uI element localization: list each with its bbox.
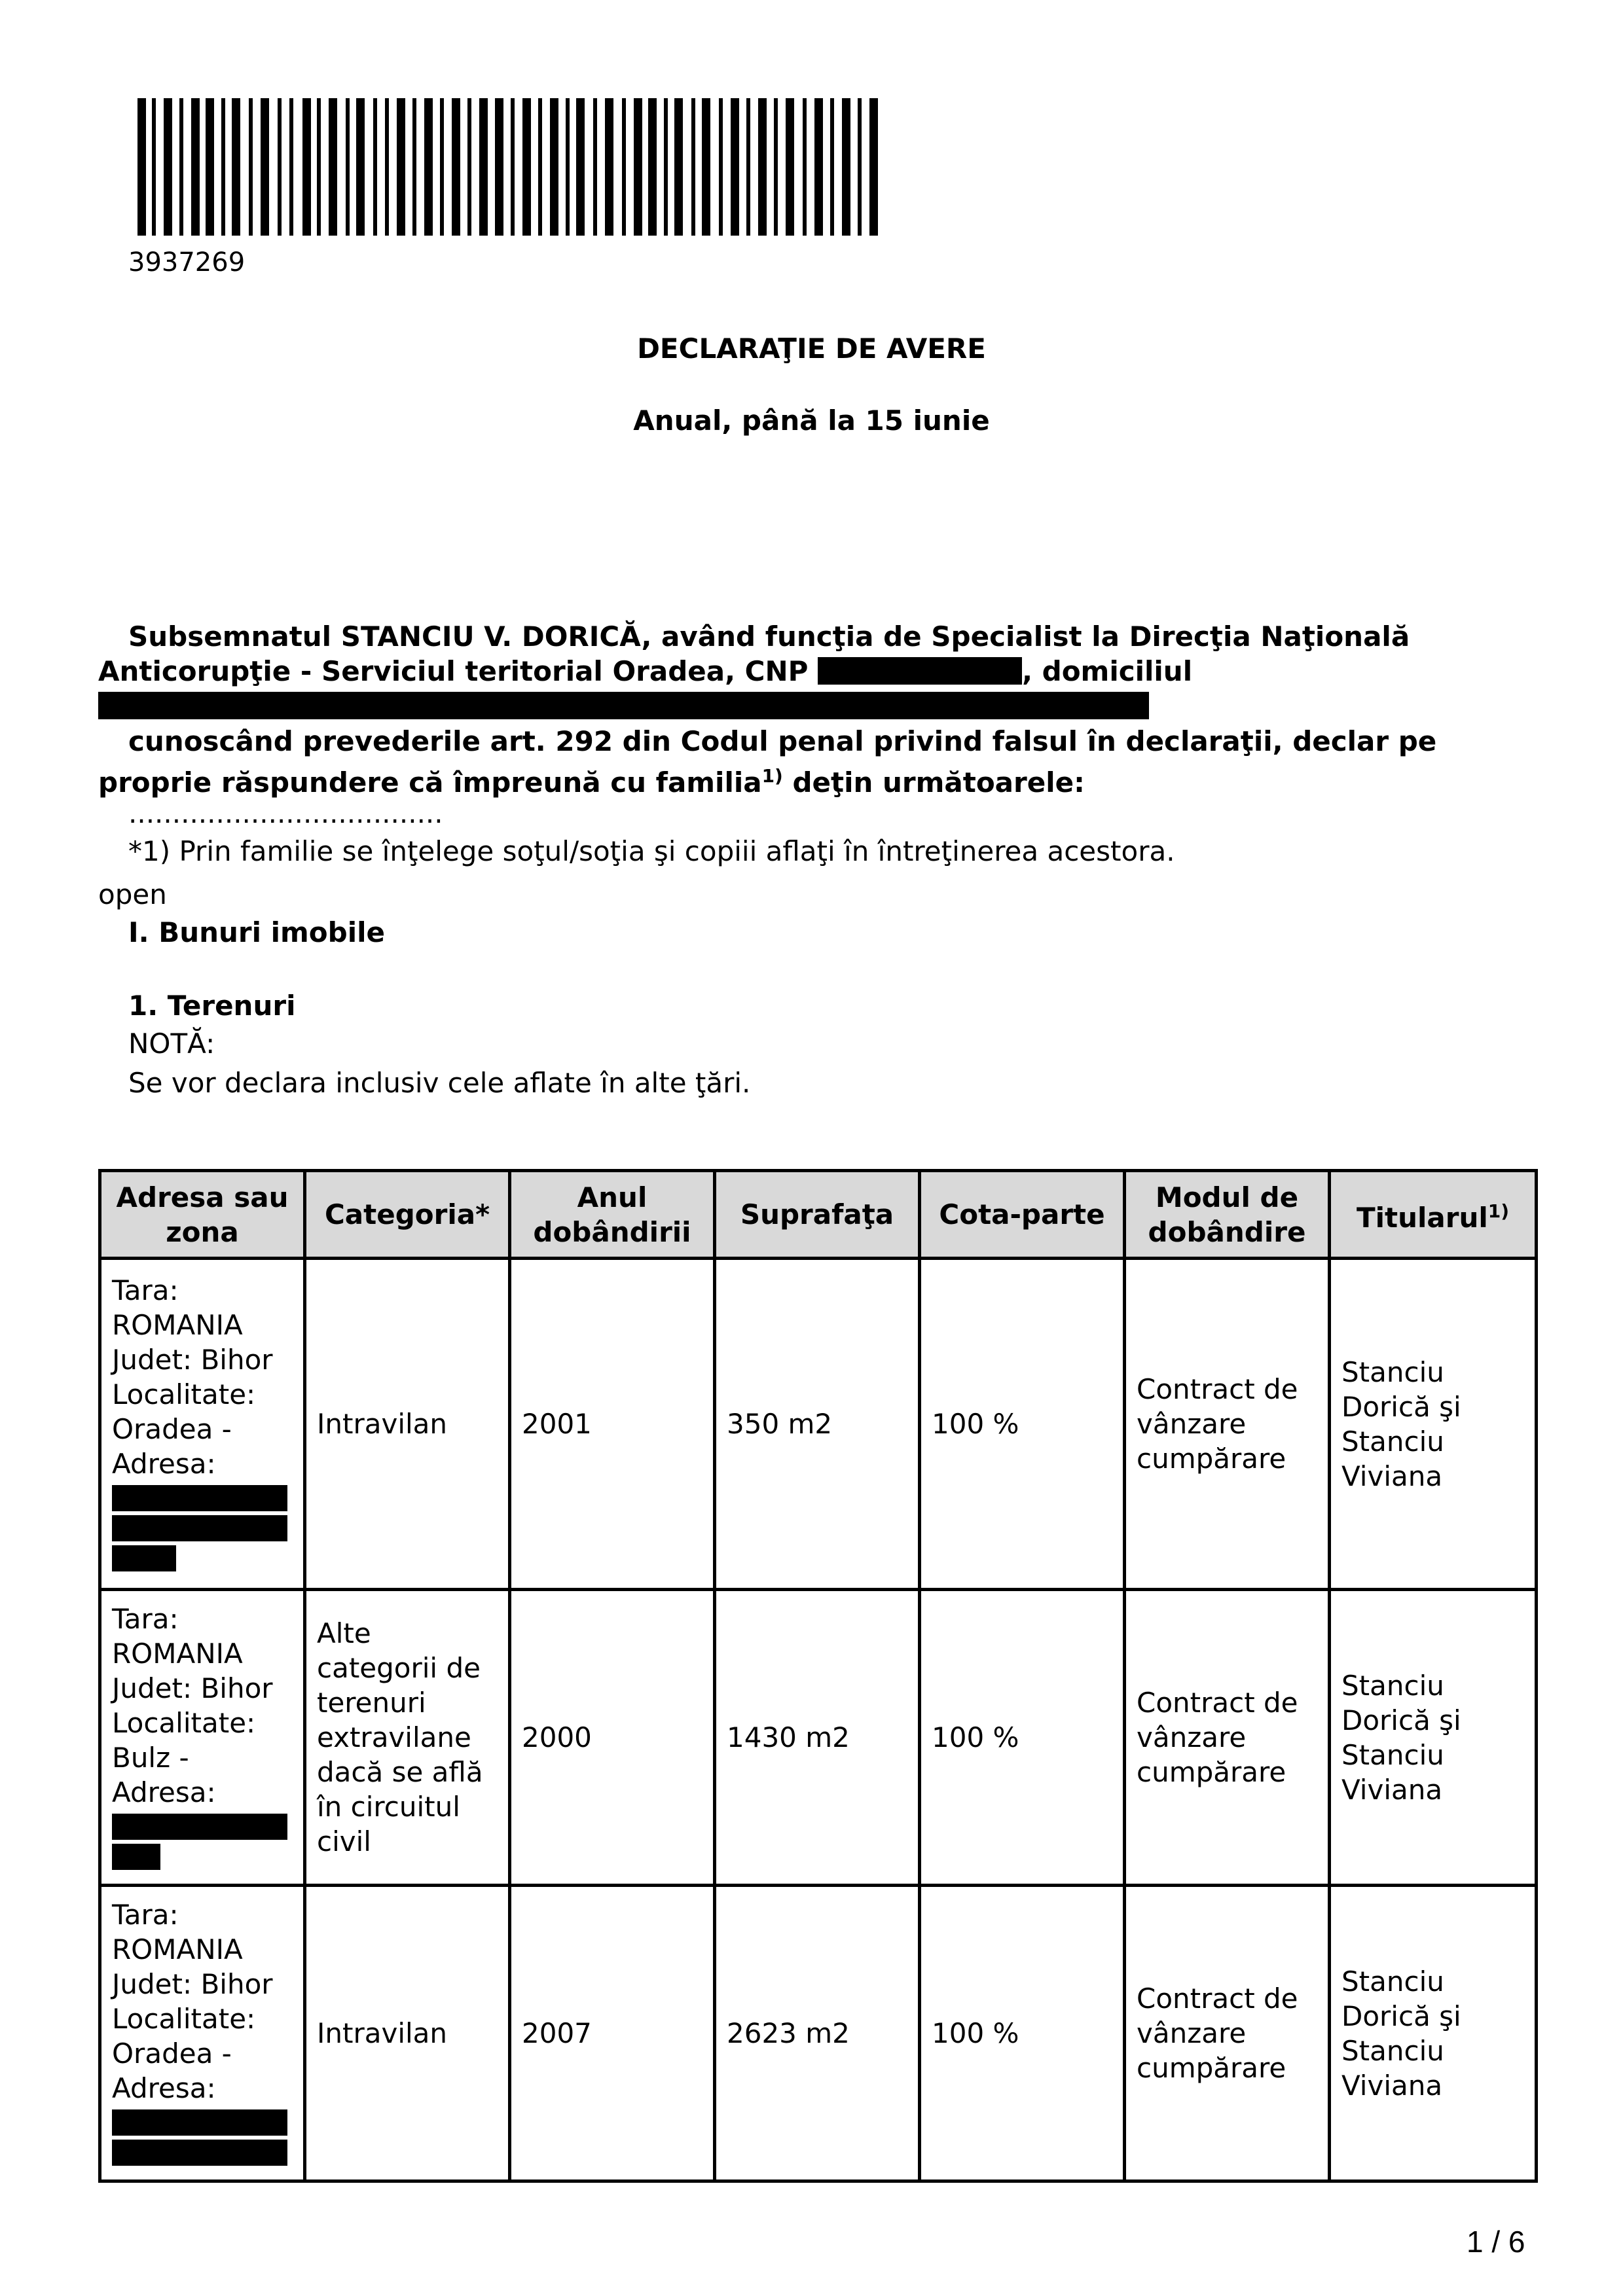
address-label: Adresa: [112, 1447, 216, 1480]
cell-area: 1430 m2 [715, 1590, 920, 1886]
footnote-mark: 1) [761, 765, 783, 787]
cell-year: 2000 [510, 1590, 715, 1886]
cell-owner: Stanciu Dorică şi Stanciu Viviana [1330, 1886, 1537, 2181]
document-title: DECLARAŢIE DE AVERE [637, 332, 986, 365]
declaration-statement [98, 724, 1525, 800]
redacted-cnp [818, 657, 1022, 685]
redacted-address [112, 2140, 287, 2166]
header-mode: Modul de dobândire [1125, 1171, 1330, 1259]
cell-category: Alte categorii de terenuri extravilane dacă se află în circuitul civil [305, 1590, 510, 1886]
header-owner-sup: 1) [1487, 1200, 1510, 1222]
redacted-address [112, 1485, 287, 1511]
header-share: Cota-parte [920, 1171, 1125, 1259]
cell-mode: Contract de vânzare cumpărare [1125, 1886, 1330, 2181]
cell-area: 2623 m2 [715, 1886, 920, 2181]
address-locality: Oradea - [112, 2037, 232, 2070]
header-owner-label: Titularul [1356, 1202, 1488, 1234]
address-county: Judet: Bihor [112, 1343, 273, 1376]
redacted-domicile-2 [653, 692, 1149, 719]
redacted-domicile [98, 692, 673, 719]
section-heading: I. Bunuri imobile [128, 916, 386, 948]
table-row [100, 1886, 1537, 2181]
address-label: Adresa: [112, 2072, 216, 2104]
cell-share: 100 % [920, 1886, 1125, 2181]
family-footnote: *1) Prin familie se înţelege soţul/soţia şi copiii aflaţi în întreţinerea acestora. [128, 835, 1175, 867]
cell-mode: Contract de vânzare cumpărare [1125, 1259, 1330, 1590]
redacted-address [112, 1515, 287, 1541]
address-county: Judet: Bihor [112, 1967, 273, 2000]
cell-category: Intravilan [305, 1259, 510, 1590]
intro-text: Subsemnatul STANCIU V. DORICĂ, având funcţia de Specialist la Direcţia Naţională Anticorupţie - Serviciul teritorial Oradea, CNP [98, 620, 1410, 687]
header-owner [1330, 1171, 1537, 1259]
barcode [137, 98, 881, 236]
redacted-address [112, 2109, 287, 2136]
cell-address [100, 1886, 305, 2181]
table-row [100, 1259, 1537, 1590]
redacted-address [112, 1545, 176, 1571]
header-category: Categoria* [305, 1171, 510, 1259]
address-county: Judet: Bihor [112, 1672, 273, 1704]
address-country: Tara: ROMANIA [112, 1602, 243, 1670]
declaration-intro [98, 619, 1525, 723]
cell-category: Intravilan [305, 1886, 510, 2181]
cell-owner: Stanciu Dorică şi Stanciu Viviana [1330, 1590, 1537, 1886]
statement-end: deţin următoarele: [782, 766, 1085, 798]
address-country: Tara: ROMANIA [112, 1898, 243, 1965]
cell-year: 2007 [510, 1886, 715, 2181]
address-locality-label: Localitate: [112, 2002, 256, 2035]
address-locality-label: Localitate: [112, 1706, 256, 1739]
note-text: Se vor declara inclusiv cele aflate în alte ţări. [128, 1067, 751, 1099]
land-table [98, 1169, 1538, 2183]
cell-share: 100 % [920, 1590, 1125, 1886]
table-row [100, 1590, 1537, 1886]
address-label: Adresa: [112, 1776, 216, 1808]
cell-area: 350 m2 [715, 1259, 920, 1590]
table-header-row [100, 1171, 1537, 1259]
header-area: Suprafaţa [715, 1171, 920, 1259]
subsection-heading: 1. Terenuri [128, 990, 296, 1022]
cell-address [100, 1259, 305, 1590]
document-subtitle: Anual, până la 15 iunie [633, 404, 990, 437]
page-number: 1 / 6 [1467, 2225, 1525, 2259]
header-year: Anul dobândirii [510, 1171, 715, 1259]
cell-address [100, 1590, 305, 1886]
note-label: NOTĂ: [128, 1028, 215, 1060]
domicile-label: , domiciliul [1022, 655, 1193, 687]
cell-year: 2001 [510, 1259, 715, 1590]
address-locality: Oradea - [112, 1412, 232, 1445]
header-address: Adresa sau zona [100, 1171, 305, 1259]
redacted-address [112, 1844, 160, 1870]
redacted-address [112, 1814, 287, 1840]
address-locality-label: Localitate: [112, 1378, 256, 1410]
open-label: open [98, 878, 167, 910]
cell-mode: Contract de vânzare cumpărare [1125, 1590, 1330, 1886]
address-country: Tara: ROMANIA [112, 1274, 243, 1341]
dots-line: .................................... [128, 797, 443, 829]
cell-owner: Stanciu Dorică şi Stanciu Viviana [1330, 1259, 1537, 1590]
statement-text: cunoscând prevederile art. 292 din Codul penal privind falsul în declaraţii, declar pe proprie răspundere că împreună cu familia [98, 725, 1437, 798]
cell-share: 100 % [920, 1259, 1125, 1590]
barcode-number: 3937269 [128, 247, 246, 278]
address-locality: Bulz - [112, 1741, 189, 1774]
